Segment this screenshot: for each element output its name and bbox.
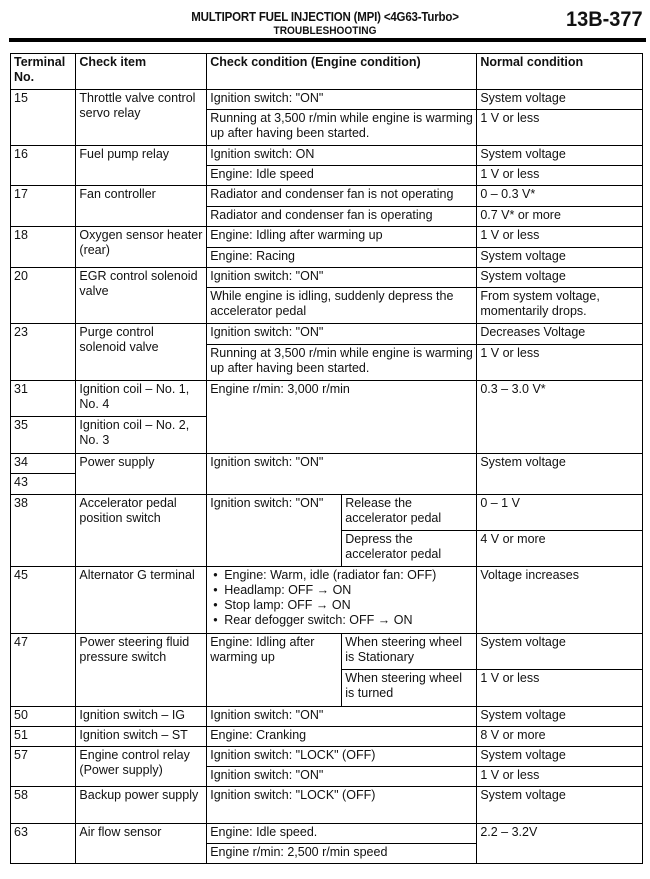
- table-row: [11, 824, 643, 844]
- table-row: [11, 381, 643, 417]
- table-row: [11, 146, 643, 166]
- terminal-no: 16: [11, 146, 76, 186]
- condition-bullet-list: [210, 568, 473, 628]
- normal-condition: 0 – 0.3 V*: [477, 186, 643, 207]
- condition-bullet: • Stop lamp: OFF → ON: [224, 598, 473, 613]
- normal-condition: 1 V or less: [477, 110, 643, 146]
- terminal-no: 57: [11, 747, 76, 787]
- table-row: [11, 727, 643, 747]
- check-item: Power supply: [76, 454, 207, 495]
- check-condition: Ignition switch: "ON": [207, 707, 477, 727]
- check-condition: Radiator and condenser fan is not operating: [207, 186, 477, 207]
- table-row: [11, 787, 643, 824]
- check-item: Alternator G terminal: [76, 567, 207, 634]
- terminal-no: 20: [11, 268, 76, 324]
- normal-condition: System voltage: [477, 787, 643, 824]
- terminal-no: 50: [11, 707, 76, 727]
- check-item: Ignition coil – No. 1, No. 4: [76, 381, 207, 417]
- table-row: [11, 227, 643, 248]
- terminal-no: 63: [11, 824, 76, 864]
- check-item: Engine control relay (Power supply): [76, 747, 207, 787]
- terminal-no: 17: [11, 186, 76, 227]
- check-item: Purge control solenoid valve: [76, 324, 207, 381]
- terminal-no: 18: [11, 227, 76, 268]
- terminal-no: 34: [11, 454, 76, 474]
- normal-condition: 4 V or more: [477, 531, 643, 567]
- normal-condition: 1 V or less: [477, 227, 643, 248]
- normal-condition: 1 V or less: [477, 767, 643, 787]
- normal-condition: System voltage: [477, 146, 643, 166]
- check-condition: Ignition switch: "LOCK" (OFF): [207, 747, 477, 767]
- normal-condition: 1 V or less: [477, 166, 643, 186]
- col-header-check-condition: Check condition (Engine condition): [207, 54, 477, 90]
- check-condition: [207, 567, 477, 634]
- check-condition: Engine r/min: 3,000 r/min: [207, 381, 477, 454]
- col-header-normal-condition: Normal condition: [477, 54, 643, 90]
- check-item: Ignition switch – ST: [76, 727, 207, 747]
- normal-condition: 2.2 – 3.2V: [477, 824, 643, 864]
- normal-condition: 0.7 V* or more: [477, 207, 643, 227]
- check-condition: Engine: Idling after warming up: [207, 634, 342, 707]
- check-item: Ignition coil – No. 2, No. 3: [76, 417, 207, 454]
- check-item: Ignition switch – IG: [76, 707, 207, 727]
- table-row: [11, 454, 643, 474]
- condition-bullet: • Rear defogger switch: OFF → ON: [224, 613, 473, 628]
- check-item: Backup power supply: [76, 787, 207, 824]
- terminal-no: 47: [11, 634, 76, 707]
- terminal-no: 35: [11, 417, 76, 454]
- terminal-no: 51: [11, 727, 76, 747]
- normal-condition: 1 V or less: [477, 345, 643, 381]
- page-title: MULTIPORT FUEL INJECTION (MPI) <4G63-Turbo>: [191, 10, 459, 24]
- section-subtitle: TROUBLESHOOTING: [273, 25, 377, 37]
- terminal-no: 31: [11, 381, 76, 417]
- table-row: [11, 747, 643, 767]
- normal-condition: System voltage: [477, 454, 643, 495]
- normal-condition: 0.3 – 3.0 V*: [477, 381, 643, 454]
- check-item: Fan controller: [76, 186, 207, 227]
- terminal-no: 43: [11, 474, 76, 495]
- check-condition: Ignition switch: "ON": [207, 268, 477, 288]
- check-condition: Ignition switch: ON: [207, 146, 477, 166]
- normal-condition: 8 V or more: [477, 727, 643, 747]
- normal-condition: System voltage: [477, 634, 643, 670]
- check-sub-condition: Depress the accelerator pedal: [342, 531, 477, 567]
- table-row: [11, 268, 643, 288]
- check-condition: Ignition switch: "ON": [207, 324, 477, 345]
- check-item: EGR control solenoid valve: [76, 268, 207, 324]
- check-condition: Ignition switch: "ON": [207, 495, 342, 567]
- col-header-terminal-no: Terminal No.: [11, 54, 76, 90]
- table-row: [11, 707, 643, 727]
- header-rule: [9, 38, 646, 42]
- check-condition: Engine: Idling after warming up: [207, 227, 477, 248]
- table-row: [11, 90, 643, 110]
- check-condition: Engine: Idle speed: [207, 166, 477, 186]
- check-condition: Running at 3,500 r/min while engine is warming up after having been started.: [207, 345, 477, 381]
- table-row: [11, 324, 643, 345]
- page-number: 13B-377: [566, 8, 643, 31]
- check-condition: Ignition switch: "ON": [207, 767, 477, 787]
- check-condition: Radiator and condenser fan is operating: [207, 207, 477, 227]
- check-condition: While engine is idling, suddenly depress the accelerator pedal: [207, 288, 477, 324]
- terminal-no: 58: [11, 787, 76, 824]
- table-row: [11, 186, 643, 207]
- table-row: [11, 495, 643, 531]
- table-row: [11, 567, 643, 634]
- check-item: Throttle valve control servo relay: [76, 90, 207, 146]
- check-sub-condition: When steering wheel is turned: [342, 670, 477, 707]
- check-condition: Ignition switch: "LOCK" (OFF): [207, 787, 477, 824]
- condition-bullet: • Headlamp: OFF → ON: [224, 583, 473, 598]
- check-condition: Engine: Racing: [207, 248, 477, 268]
- condition-bullet: • Engine: Warm, idle (radiator fan: OFF): [224, 568, 473, 583]
- check-condition: Engine: Cranking: [207, 727, 477, 747]
- col-header-check-item: Check item: [76, 54, 207, 90]
- terminal-no: 45: [11, 567, 76, 634]
- check-condition: Ignition switch: "ON": [207, 90, 477, 110]
- check-sub-condition: When steering wheel is Stationary: [342, 634, 477, 670]
- check-condition: Ignition switch: "ON": [207, 454, 477, 495]
- normal-condition: Voltage increases: [477, 567, 643, 634]
- check-sub-condition: Release the accelerator pedal: [342, 495, 477, 531]
- normal-condition: System voltage: [477, 248, 643, 268]
- check-item: Air flow sensor: [76, 824, 207, 864]
- check-item: Fuel pump relay: [76, 146, 207, 186]
- normal-condition: System voltage: [477, 707, 643, 727]
- check-condition: Engine r/min: 2,500 r/min speed: [207, 844, 477, 864]
- normal-condition: 1 V or less: [477, 670, 643, 707]
- normal-condition: 0 – 1 V: [477, 495, 643, 531]
- terminal-no: 38: [11, 495, 76, 567]
- table-header-row: [11, 54, 643, 90]
- terminal-no: 23: [11, 324, 76, 381]
- check-condition: Running at 3,500 r/min while engine is warming up after having been started.: [207, 110, 477, 146]
- normal-condition: System voltage: [477, 747, 643, 767]
- check-item: Power steering fluid pressure switch: [76, 634, 207, 707]
- normal-condition: From system voltage, momentarily drops.: [477, 288, 643, 324]
- terminal-check-table: [10, 53, 643, 864]
- normal-condition: Decreases Voltage: [477, 324, 643, 345]
- normal-condition: System voltage: [477, 268, 643, 288]
- normal-condition: System voltage: [477, 90, 643, 110]
- check-condition: Engine: Idle speed.: [207, 824, 477, 844]
- terminal-no: 15: [11, 90, 76, 146]
- check-item: Oxygen sensor heater (rear): [76, 227, 207, 268]
- table-row: [11, 634, 643, 670]
- check-item: Accelerator pedal position switch: [76, 495, 207, 567]
